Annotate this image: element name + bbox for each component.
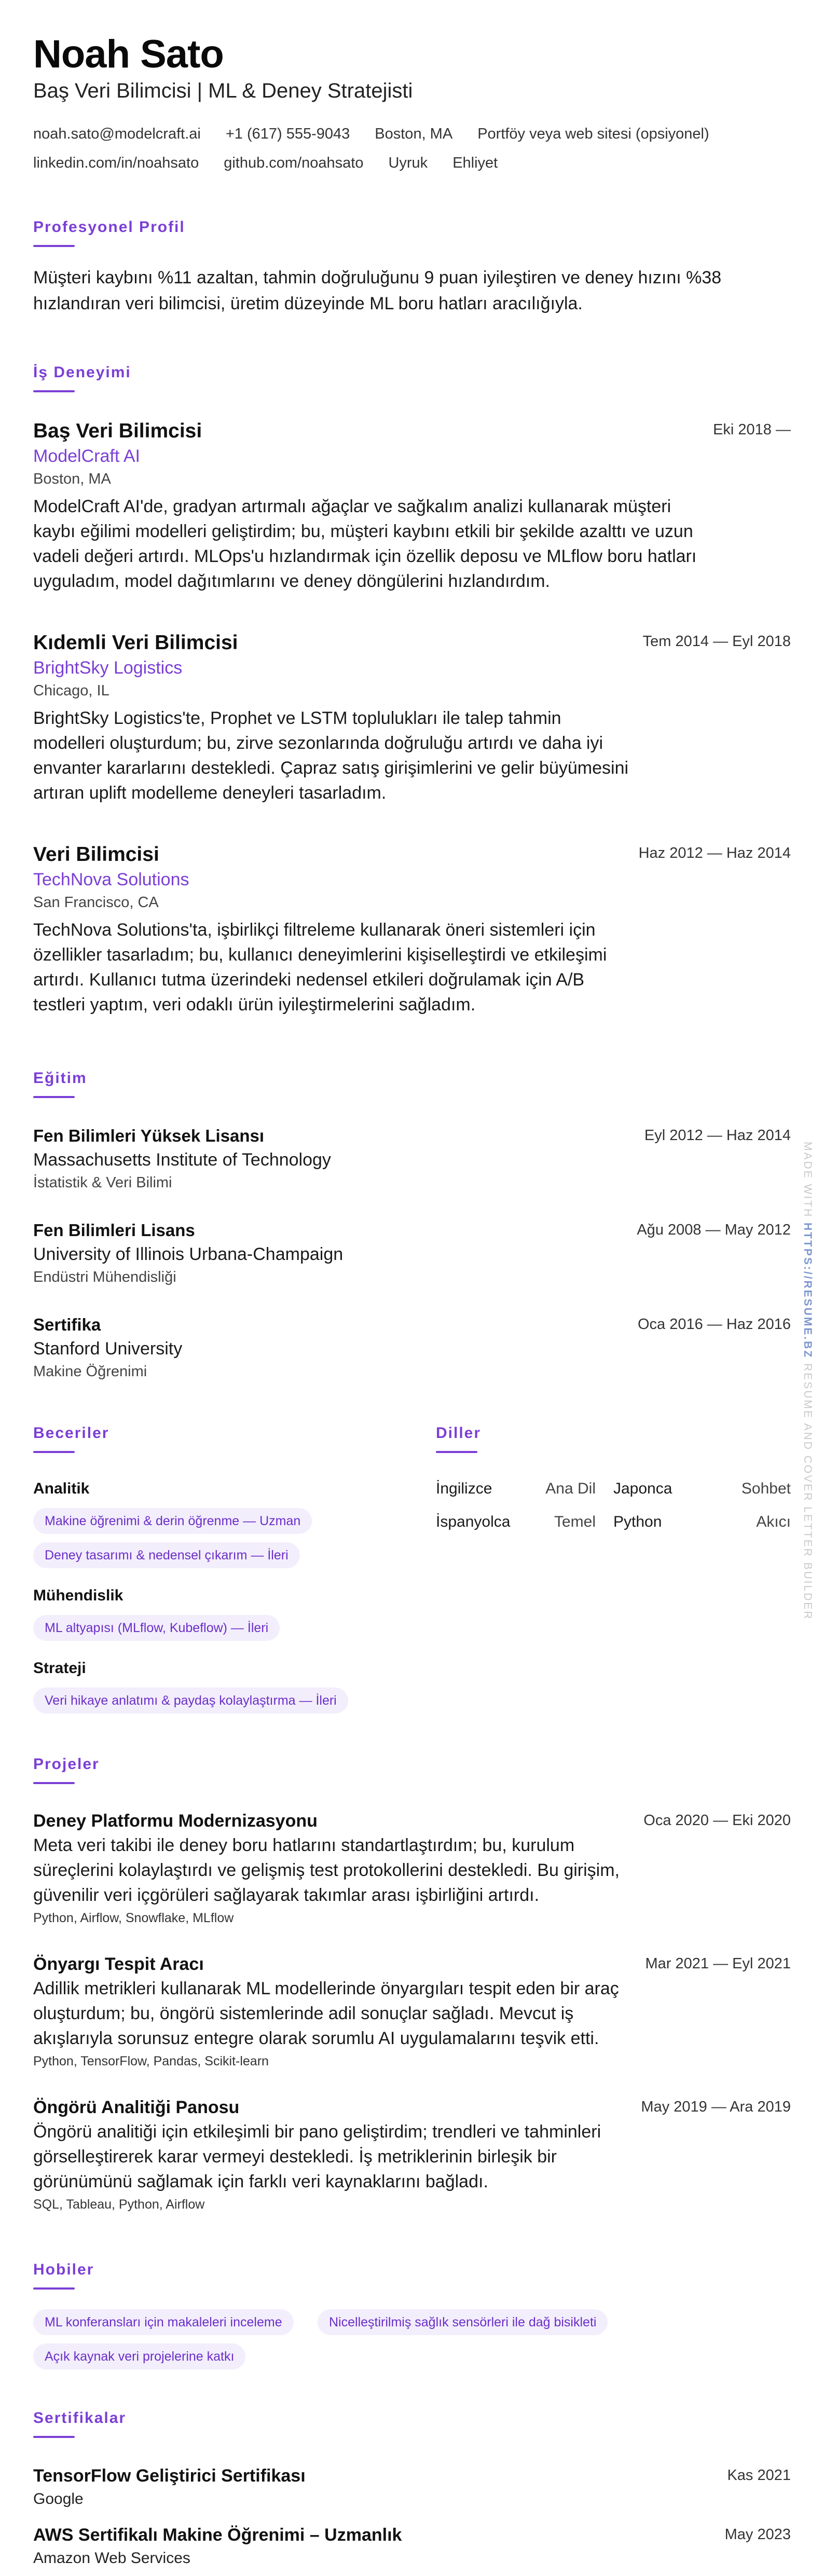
- contact-phone[interactable]: +1 (617) 555-9043: [225, 126, 350, 142]
- education-entry: [33, 1218, 791, 1288]
- section-rule: [436, 1451, 477, 1453]
- project-entry: [33, 1809, 791, 1928]
- project-tags: Python, Airflow, Snowflake, MLflow: [33, 1911, 234, 1925]
- job-location: Chicago, IL: [33, 682, 109, 699]
- education-dates: Ağu 2008 — May 2012: [637, 1222, 791, 1238]
- section-title-certifications: Sertifikalar: [33, 2409, 127, 2427]
- section-rule: [33, 390, 75, 392]
- project-tags: SQL, Tableau, Python, Airflow: [33, 2197, 205, 2212]
- job-entry: [33, 418, 791, 594]
- watermark-suffix: RESUME AND COVER LETTER BUILDER: [802, 1363, 814, 1621]
- hobby-pill: Açık kaynak veri projelerine katkı: [33, 2344, 245, 2369]
- language-name: Python: [613, 1513, 662, 1530]
- certification-date: May 2023: [724, 2526, 791, 2543]
- language-name: İspanyolca: [436, 1513, 511, 1530]
- contact-linkedin[interactable]: linkedin.com/in/noahsato: [33, 155, 199, 171]
- builder-watermark: [800, 1142, 815, 1621]
- section-rule: [33, 1451, 75, 1453]
- skill-pill: ML altyapısı (MLflow, Kubeflow) — İleri: [33, 1615, 280, 1641]
- candidate-title: Baş Veri Bilimcisi | ML & Deney Stratejisti: [33, 79, 413, 102]
- project-title: Deney Platformu Modernizasyonu: [33, 1811, 318, 1831]
- project-dates: Mar 2021 — Eyl 2021: [645, 1955, 791, 1972]
- job-entry: [33, 842, 791, 1017]
- language-level: Temel: [554, 1513, 596, 1530]
- education-degree: Fen Bilimleri Lisans: [33, 1221, 195, 1240]
- contact-location: Boston, MA: [375, 126, 453, 142]
- language-level: Ana Dil: [545, 1480, 596, 1497]
- job-description: ModelCraft AI'de, gradyan artırmalı ağaçlar ve sağkalım analizi kullanarak müşteri kaybı eğilimi modelleri geliştirdim; bu, müşteri kaybını etkili bir şekilde azalttı ve uzun vadeli değeri artırdı. MLOps'u hızlandırmak için özellik deposu ve MLflow boru hatları uyguladım, model dağıtımlarını ve deney döngülerini hızlandırdım.: [33, 497, 697, 591]
- project-entry: [33, 2095, 791, 2215]
- skill-pill: Makine öğrenimi & derin öğrenme — Uzman: [33, 1508, 312, 1534]
- section-rule: [33, 2287, 75, 2290]
- section-title-education: Eğitim: [33, 1070, 87, 1087]
- section-rule: [33, 1096, 75, 1098]
- job-dates: Eki 2018 —: [713, 421, 791, 438]
- certification-name: TensorFlow Geliştirici Sertifikası: [33, 2466, 306, 2486]
- contact-nationality: Uyruk: [388, 155, 428, 171]
- language-name: İngilizce: [436, 1480, 492, 1497]
- job-description: BrightSky Logistics'te, Prophet ve LSTM toplulukları ile talep tahmin modelleri oluşturdum; bu, zirve sezonlarında doğruluğu artırdı ve daha iyi envanter kararlarını destekledi. Çapraz satış girişimlerini ve gelir büyümesini artıran uplift modelleme deneyleri tasarladım.: [33, 708, 629, 803]
- education-school: Stanford University: [33, 1339, 183, 1359]
- job-company: ModelCraft AI: [33, 446, 140, 466]
- project-dates: Oca 2020 — Eki 2020: [643, 1812, 791, 1829]
- contact-row-2: [33, 153, 498, 173]
- skill-pill: Deney tasarımı & nedensel çıkarım — İleri: [33, 1542, 300, 1568]
- language-item: [613, 1478, 791, 1500]
- skill-group-title: Mühendislik: [33, 1587, 123, 1604]
- language-level: Sohbet: [741, 1480, 791, 1497]
- job-location: San Francisco, CA: [33, 894, 159, 911]
- candidate-name: Noah Sato: [33, 32, 224, 76]
- skill-pill: Veri hikaye anlatımı & paydaş kolaylaştırma — İleri: [33, 1688, 348, 1714]
- section-title-projects: Projeler: [33, 1756, 100, 1773]
- profile-summary: Müşteri kaybını %11 azaltan, tahmin doğruluğunu 9 puan iyileştiren ve deney hızını %38 hızlandıran veri bilimcisi, üretim düzeyinde ML boru hatları aracılığıyla.: [33, 268, 722, 313]
- job-entry: [33, 630, 791, 805]
- education-dates: Oca 2016 — Haz 2016: [637, 1316, 791, 1333]
- education-entry: [33, 1124, 791, 1194]
- project-description: Adillik metrikleri kullanarak ML modellerinde önyargıları tespit eden bir araç oluşturdum; bu, öngörü sistemlerinde adil sonuçlar sağladı. Mevcut iş akışlarıyla sorunsuz entegre olarak sorumlu AI uygulamalarını teşvik etti.: [33, 1979, 619, 2048]
- job-dates: Haz 2012 — Haz 2014: [638, 845, 791, 861]
- job-title: Baş Veri Bilimcisi: [33, 420, 202, 442]
- hobby-pill: ML konferansları için makaleleri inceleme: [33, 2309, 294, 2335]
- project-dates: May 2019 — Ara 2019: [641, 2099, 791, 2115]
- language-item: [613, 1511, 791, 1533]
- education-school: Massachusetts Institute of Technology: [33, 1150, 331, 1170]
- language-item: [436, 1478, 613, 1500]
- section-rule: [33, 1782, 75, 1784]
- job-location: Boston, MA: [33, 471, 111, 487]
- certification-entry: [33, 2523, 791, 2570]
- education-field: İstatistik & Veri Bilimi: [33, 1174, 172, 1191]
- certification-date: Kas 2021: [727, 2467, 791, 2484]
- section-rule: [33, 2436, 75, 2438]
- section-title-experience: İş Deneyimi: [33, 364, 131, 381]
- project-description: Öngörü analitiği için etkileşimli bir pano geliştirdim; trendleri ve tahminleri görselleştirerek karar vermeyi destekledi. İş metriklerinin birleşik bir görünümünü sağlamak için farklı veri kaynaklarını bağladı.: [33, 2122, 601, 2191]
- job-description: TechNova Solutions'ta, işbirlikçi filtreleme kullanarak öneri sistemleri için özellikler tasarladım; bu, kullanıcı deneyimlerini kişiselleştirdi ve etkileşimi artırdı. Kullanıcı tutma üzerindeki nedensel etkileri doğrulamak için A/B testleri yaptım, veri odaklı ürün iyileştirmelerini sağladım.: [33, 920, 607, 1015]
- job-title: Veri Bilimcisi: [33, 843, 159, 866]
- education-school: University of Illinois Urbana-Champaign: [33, 1244, 344, 1264]
- education-dates: Eyl 2012 — Haz 2014: [644, 1127, 791, 1144]
- watermark-link[interactable]: HTTPS://RESUME.BZ: [802, 1223, 814, 1359]
- contact-license: Ehliyet: [452, 155, 498, 171]
- skill-group-title: Strateji: [33, 1660, 86, 1677]
- project-entry: [33, 1952, 791, 2072]
- certification-entry: [33, 2464, 791, 2511]
- education-field: Endüstri Mühendisliği: [33, 1269, 176, 1285]
- section-title-languages: Diller: [436, 1424, 482, 1442]
- project-description: Meta veri takibi ile deney boru hatlarını standartlaştırdım; bu, kurulum süreçlerini kolaylaştırdı ve gelişmiş test protokollerini destekledi. Bu girişim, güvenilir veri içgörüleri sağlayarak takımlar arası işbirliğini artırdı.: [33, 1835, 620, 1905]
- contact-github[interactable]: github.com/noahsato: [224, 155, 364, 171]
- section-rule: [33, 245, 75, 247]
- contact-website[interactable]: Portföy veya web sitesi (opsiyonel): [477, 126, 709, 142]
- project-tags: Python, TensorFlow, Pandas, Scikit-learn: [33, 2054, 269, 2068]
- section-title-skills: Beceriler: [33, 1424, 109, 1442]
- section-title-profile: Profesyonel Profil: [33, 218, 185, 236]
- education-degree: Sertifika: [33, 1315, 101, 1334]
- job-company: BrightSky Logistics: [33, 658, 183, 678]
- language-level: Akıcı: [756, 1513, 791, 1530]
- section-title-hobbies: Hobiler: [33, 2261, 94, 2278]
- project-title: Önyargı Tespit Aracı: [33, 1954, 204, 1974]
- certification-issuer: Amazon Web Services: [33, 2550, 190, 2567]
- contact-row-1: [33, 124, 709, 144]
- hobby-pill: Nicelleştirilmiş sağlık sensörleri ile dağ bisikleti: [318, 2309, 608, 2335]
- language-item: [436, 1511, 613, 1533]
- contact-email[interactable]: noah.sato@modelcraft.ai: [33, 126, 201, 142]
- skill-group-title: Analitik: [33, 1480, 90, 1497]
- job-company: TechNova Solutions: [33, 870, 189, 889]
- education-degree: Fen Bilimleri Yüksek Lisansı: [33, 1126, 265, 1145]
- education-field: Makine Öğrenimi: [33, 1363, 147, 1380]
- project-title: Öngörü Analitiği Panosu: [33, 2098, 240, 2117]
- certification-issuer: Google: [33, 2490, 84, 2508]
- job-title: Kıdemli Veri Bilimcisi: [33, 632, 238, 654]
- watermark-prefix: MADE WITH: [802, 1142, 814, 1218]
- job-dates: Tem 2014 — Eyl 2018: [642, 633, 791, 650]
- education-entry: [33, 1313, 791, 1382]
- language-name: Japonca: [613, 1480, 672, 1497]
- certification-name: AWS Sertifikalı Makine Öğrenimi – Uzmanlık: [33, 2525, 402, 2545]
